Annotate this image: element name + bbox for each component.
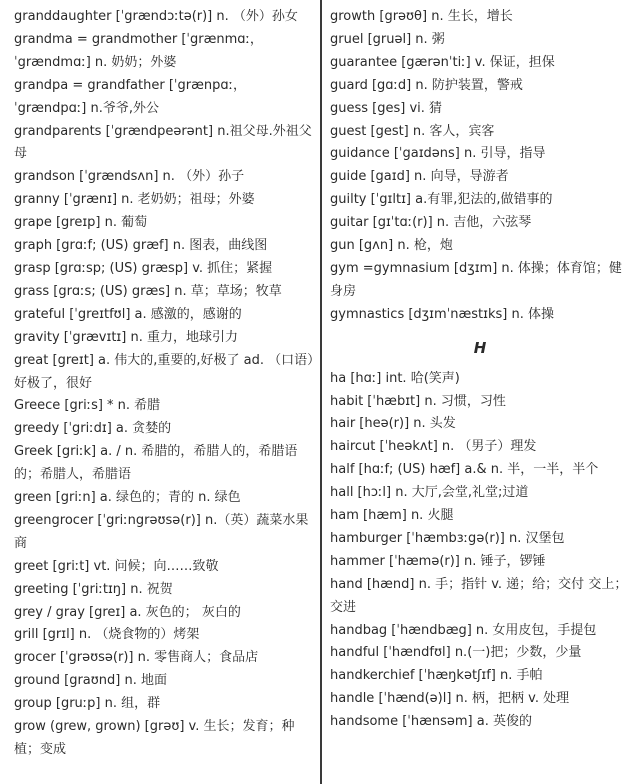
vocab-entry: guest [gest] n. 客人，宾客 bbox=[330, 123, 495, 139]
vocab-entry: half [hɑːf; (US) hæf] a.& n. 半，一半，半个 bbox=[330, 462, 599, 478]
vocab-entry: ha [hɑː] int. 哈(笑声) bbox=[330, 370, 460, 386]
vocab-entry: handful [ˈhændfʊl] n.(一)把；少数，少量 bbox=[330, 645, 582, 661]
vocab-entry: granddaughter [ˈgrændɔːtə(r)] n. （外）孙女 bbox=[14, 9, 298, 24]
vocab-entry: grape [greɪp] n. 葡萄 bbox=[14, 215, 148, 231]
vocab-entry: guess [ges] vi. 猜 bbox=[330, 100, 443, 116]
vocab-entry: grass [grɑːs; (US) græs] n. 草；草场；牧草 bbox=[14, 283, 282, 299]
vocab-entry: grasp [grɑːsp; (US) græsp] v. 抓住；紧握 bbox=[14, 260, 273, 276]
vocab-entry: hamburger [ˈhæmbɜːgə(r)] n. 汉堡包 bbox=[330, 530, 565, 546]
vocab-entry: growth [grəʊθ] n. 生长，增长 bbox=[330, 9, 513, 24]
vocab-entry: gymnastics [dʒɪmˈnæstɪks] n. 体操 bbox=[330, 306, 554, 322]
vocab-entry: grandma = grandmother [ˈgrænmɑː， ˈgrændmɑː] n. 奶奶；外婆 bbox=[14, 31, 263, 70]
vocab-entry: hair [heə(r)] n. 头发 bbox=[330, 416, 456, 432]
vocab-entry: guard [gɑːd] n. 防护装置，警戒 bbox=[330, 77, 523, 93]
vocab-entry: gruel [gruəl] n. 粥 bbox=[330, 31, 445, 47]
left-column bbox=[14, 6, 314, 762]
vocab-entry: granny [ˈgrænɪ] n. 老奶奶；祖母；外婆 bbox=[14, 192, 255, 208]
vocab-entry: grandparents [ˈgrændpeərənt] n.祖父母.外祖父母 bbox=[14, 123, 312, 162]
vocab-entry: ground [graʊnd] n. 地面 bbox=[14, 673, 167, 689]
vocab-entry: guitar [gɪˈtɑː(r)] n. 吉他，六弦琴 bbox=[330, 215, 532, 231]
vocab-entry: grandson [ˈgrændsʌn] n. （外）孙子 bbox=[14, 169, 245, 185]
vocab-entry: gym =gymnasium [dʒɪm] n. 体操；体育馆；健身房 bbox=[330, 260, 622, 299]
vocab-entry: grow (grew, grown) [grəʊ] v. 生长；发育；种植；变成 bbox=[14, 719, 295, 757]
vocab-entry: guidance [ˈgaɪdəns] n. 引导，指导 bbox=[330, 146, 546, 162]
vocab-entry: handle [ˈhænd(ə)l] n. 柄，把柄 v. 处理 bbox=[330, 691, 570, 707]
vocab-entry: hammer [ˈhæmə(r)] n. 锤子，锣锤 bbox=[330, 553, 546, 569]
vocab-entry: handsome [ˈhænsəm] a. 英俊的 bbox=[330, 714, 532, 730]
vocab-entry: haircut [ˈheəkʌt] n. （男子）理发 bbox=[330, 439, 537, 455]
vocab-entry: grocer [ˈgrəʊsə(r)] n. 零售商人；食品店 bbox=[14, 650, 259, 666]
vocab-entry: handkerchief [ˈhæŋkətʃɪf] n. 手帕 bbox=[330, 668, 543, 684]
vocab-entry: hall [hɔːl] n. 大厅,会堂,礼堂;过道 bbox=[330, 485, 529, 501]
vocab-entry: guarantee [gærənˈtiː] v. 保证，担保 bbox=[330, 54, 555, 70]
vocab-entry: Greek [griːk] a. / n. 希腊的，希腊人的，希腊语的；希腊人，希腊语 bbox=[14, 444, 298, 483]
vocab-entry: grandpa = grandfather [ˈgrænpɑː， ˈgrændpɑː] n.爷爷,外公 bbox=[14, 77, 246, 116]
g-entries-list bbox=[330, 6, 630, 327]
vocab-entry: ham [hæm] n. 火腿 bbox=[330, 508, 454, 524]
vocab-entry: guilty [ˈgɪltɪ] a.有罪,犯法的,做错事的 bbox=[330, 192, 553, 208]
vocab-entry: greeting [ˈgriːtɪŋ] n. 祝贺 bbox=[14, 581, 173, 597]
vocab-entry: hand [hænd] n. 手；指针 v. 递；给；交付 交上；交进 bbox=[330, 576, 628, 615]
h-entries-list bbox=[330, 368, 630, 735]
vocab-entry: group [gruːp] n. 组，群 bbox=[14, 696, 161, 712]
vocab-entry: great [greɪt] a. 伟大的,重要的,好极了 ad. （口语）好极了，很好 bbox=[14, 352, 314, 391]
vocab-entry: grateful [ˈgreɪtfʊl] a. 感激的，感谢的 bbox=[14, 306, 242, 322]
vocab-entry: gravity [ˈgrævɪtɪ] n. 重力，地球引力 bbox=[14, 329, 238, 345]
vocab-entry: greedy [ˈgriːdɪ] a. 贪婪的 bbox=[14, 421, 172, 437]
vocab-entry: guide [gaɪd] n. 向导，导游者 bbox=[330, 169, 509, 185]
column-divider bbox=[320, 0, 322, 784]
vocab-entry: greengrocer [ˈgriːngrəʊsə(r)] n.（英）蔬菜水果商 bbox=[14, 512, 309, 551]
vocab-entry: Greece [griːs] * n. 希腊 bbox=[14, 398, 161, 414]
vocab-entry: green [griːn] a. 绿色的；青的 n. 绿色 bbox=[14, 490, 241, 506]
vocab-entry: greet [griːt] vt. 问候；向……致敬 bbox=[14, 558, 219, 574]
vocab-entry: grill [grɪl] n. （烧食物的）烤架 bbox=[14, 627, 200, 643]
right-column bbox=[330, 6, 630, 734]
vocab-entry: gun [gʌn] n. 枪，炮 bbox=[330, 238, 453, 254]
vocab-entry: handbag [ˈhændbæg] n. 女用皮包，手提包 bbox=[330, 622, 597, 638]
section-heading: H bbox=[473, 338, 487, 357]
vocab-entry: habit [ˈhæbɪt] n. 习惯，习性 bbox=[330, 393, 506, 409]
vocab-entry: grey / gray [greɪ] a. 灰色的； 灰白的 bbox=[14, 604, 241, 620]
vocab-entry: graph [grɑːf; (US) græf] n. 图表，曲线图 bbox=[14, 238, 268, 254]
